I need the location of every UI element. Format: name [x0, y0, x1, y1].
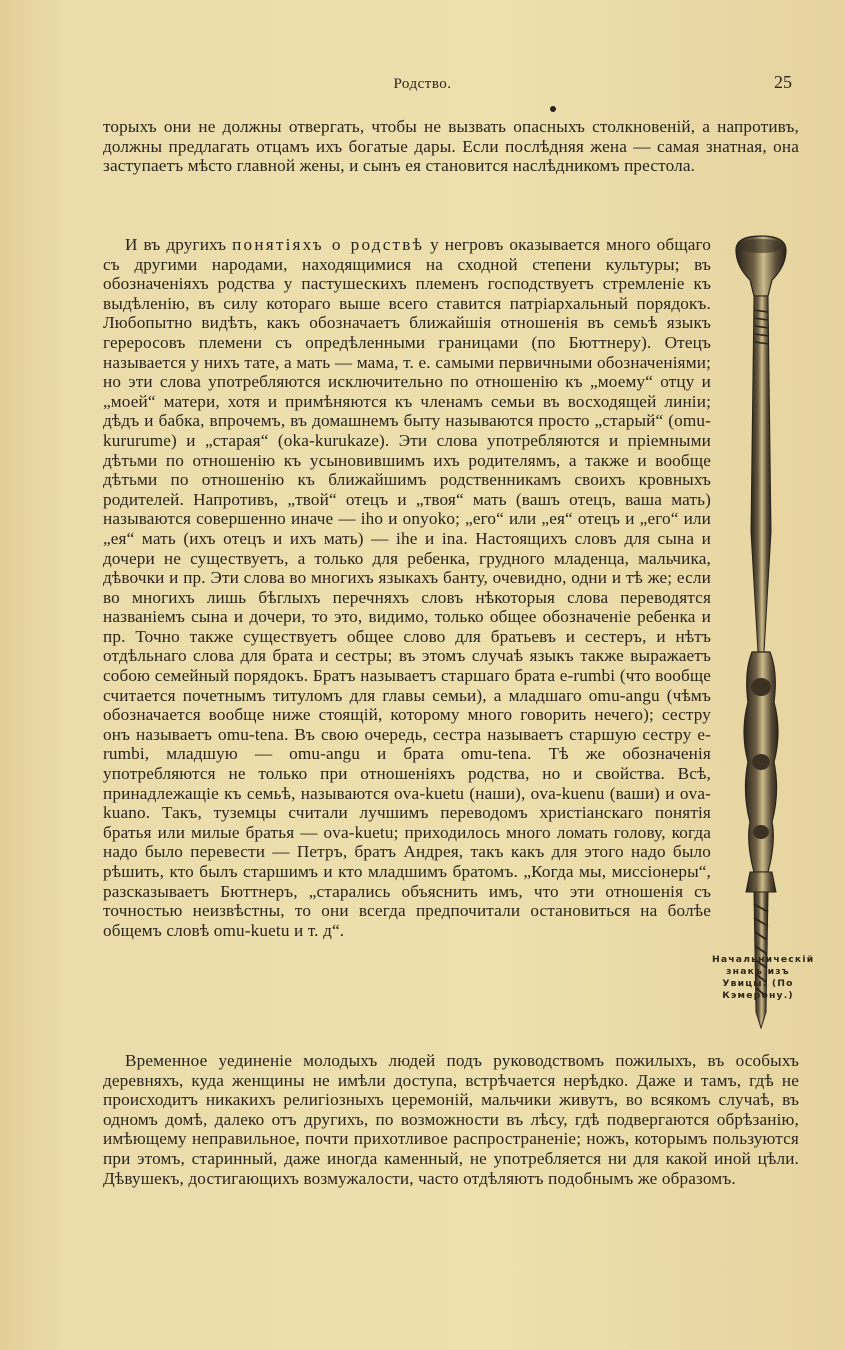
page-number: 25 [774, 72, 792, 92]
text-block-middle [103, 235, 711, 940]
print-dot [550, 106, 556, 112]
running-title: Родство. [393, 76, 452, 92]
chief-staff-illustration [716, 232, 806, 1032]
paragraph-2-start: И въ другихъ [125, 235, 227, 254]
paragraph-2-rest: у негровъ оказывается много общаго съ другими народами, находящимися на сходной степени культуры; въ обозначеніяхъ родства у пастушескихъ племенъ господствуетъ стремленіе къ выдѣленію, въ силу котораго выше всего ставится патріархальный порядокъ. Любопытно видѣть, какъ обозначаетъ ближайшія отношенія въ семьѣ языкъ гереросовъ племени съ опредѣленными границами (по Бюттнеру). Отецъ называется у нихъ тате, а мать — мама, т. е. самыми первичными обозначеніями; но эти слова употребляются исключительно по отношенію къ „моему“ отцу и „моей“ матери, хотя и примѣняются къ членамъ семьи въ восходящей линіи; дѣдъ и бабка, впрочемъ, въ домашнемъ быту называются просто „старый“ (omu-kururume) и „старая“ (oka-kurukaze). Эти слова употребляются и пріемными дѣтьми по отношенію къ усыновившимъ ихъ родителямъ, а также и вообще дѣтьми по отношенію къ ближайшимъ родственникамъ своихъ кровныхъ родителей. Напротивъ, „твой“ отецъ и „твоя“ мать (вашъ отецъ, ваша мать) называются совершенно иначе — iho и onyoko; „его“ или „ея“ отецъ и „его“ или „ея“ мать (ихъ отецъ и ихъ мать) — ihe и ina. Настоящихъ словъ для сына и дочери не существуетъ, а только для ребенка, грудного младенца, мальчика, дѣвочки и пр. Эти слова во многихъ языкахъ банту, очевидно, одни и тѣ же; если во многихъ лишь бѣглыхъ перечняхъ словъ нѣкоторыя слова переводятся названіемъ сына и дочери, то это, видимо, только общее обозначеніе ребенка и пр. Точно также существуетъ общее слово для братьевъ и сестеръ, и нѣтъ отдѣльнаго слова для брата и сестры; въ этомъ случаѣ языкъ также выражаетъ собою семейный порядокъ. Братъ называетъ старшаго брата e-rumbi (что вообще считается почетнымъ титуломъ для главы семьи), а младшаго omu-angu (чѣмъ обозначается вообще ниже стоящій, которому много говорить нечего); сестру онъ называетъ omu-tena. Въ свою очередь, сестра называетъ старшую сестру e-rumbi, младшую — omu-angu и брата omu-tena. Тѣ же обозначенія употребляются не только при отношеніяхъ родства, но и свойства. Всѣ, принадлежащіе къ семьѣ, называются ova-kuetu (наши), ova-kuenu (ваши) и ova-kuano. Такъ, туземцы считали лучшимъ переводомъ христіанскаго понятія братья или милые братья — ova-kuetu; приходилось много ломать голову, когда надо было перевести — Петръ, братъ Андрея, такъ какъ для этого надо было рѣшить, кто былъ старшимъ и кто младшимъ братомъ. „Когда мы, миссіонеры“, разсказываетъ Бюттнеръ, „старались объяснить имъ, что эти отношенія съ точностью неизвѣстны, то они всегда предпочитали остановиться на болѣе общемъ словѣ omu-kuetu и т. д“. [103, 235, 711, 940]
paragraph-1: торыхъ они не должны отвергать, чтобы не вызвать опасныхъ столкновеній, а напротивъ, должны предлагать отцамъ ихъ богатые дары. Если послѣдняя жена — самая знатная, она заступаетъ мѣсто главной жены, и сынъ ея становится наслѣдникомъ престола. [103, 117, 799, 176]
text-block-top [103, 117, 799, 176]
paragraph-3: Временное уединеніе молодыхъ людей подъ руководствомъ пожилыхъ, въ особыхъ деревняхъ, куда женщины не имѣли доступа, встрѣчается нерѣдко. Даже и тамъ, гдѣ не происходитъ никакихъ религіозныхъ церемоній, мальчики живутъ, во всякомъ случаѣ, въ одномъ домѣ, далеко отъ другихъ, по возможности въ лѣсу, гдѣ подвергаются обрѣзанію, имѣющему неправильное, почти прихотливое распространеніе; ножъ, которымъ пользуются при этомъ, старинный, даже иногда каменный, не употребляется ни для какой иной цѣли. Дѣвушекъ, достигающихъ возмужалости, часто отдѣляютъ подобнымъ же образомъ. [103, 1051, 799, 1188]
figure-caption: Начальническій знакъ изъ Увицы. (По Кэмерону.) [712, 954, 815, 1001]
paragraph-2 [103, 235, 711, 940]
paragraph-2-spaced-term: понятіяхъ о родствѣ [232, 235, 425, 254]
text-block-bottom [103, 1051, 799, 1188]
